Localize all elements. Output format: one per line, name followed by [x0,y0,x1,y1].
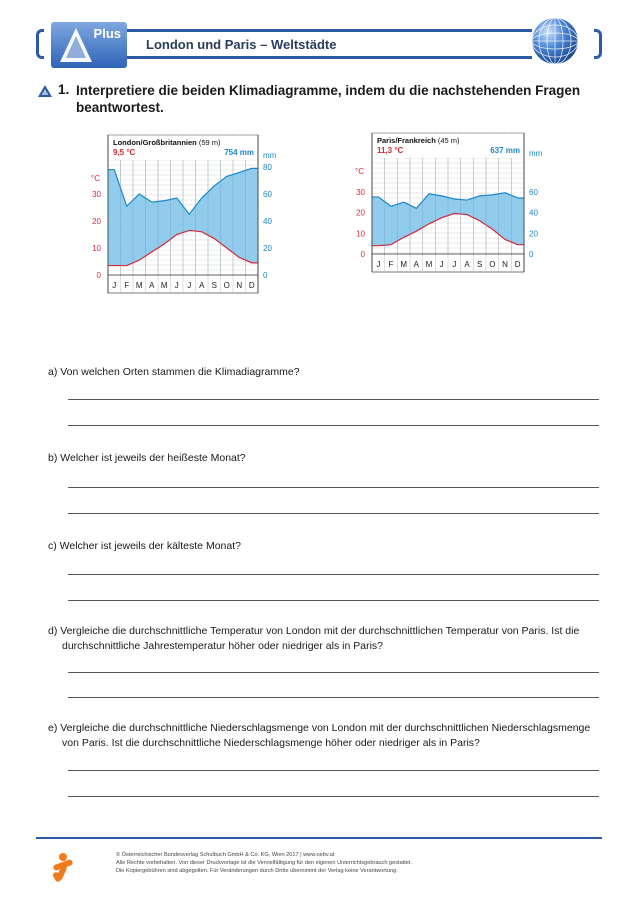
question-c: c) Welcher ist jeweils der kälteste Monat? [48,540,241,552]
month-label: N [502,260,508,269]
logo-text: Plus [93,26,121,41]
temp-tick-label: 30 [92,190,101,199]
month-label: M [425,260,433,269]
publisher-logo-icon [50,852,76,884]
page-title: London und Paris – Weltstädte [146,37,337,52]
station-elevation: (59 m) [196,138,221,147]
month-label: N [236,281,243,290]
answer-line[interactable] [68,796,599,797]
month-label: J [452,260,457,269]
precip-tick-label: 40 [529,208,538,218]
temp-unit-label: °C [355,167,364,176]
question-d-text: d) Vergleiche die durchschnittliche Temperatur von London mit der durchschnittlichen Temperatur von Paris. Ist die durchschnittliche Jahrestemperatur höher oder niedriger als in Paris? [48,625,580,652]
precip-tick-label: 40 [263,217,272,226]
month-label: O [489,260,496,269]
precip-tick-label: 0 [263,271,268,280]
month-label: M [135,281,143,290]
month-label: A [149,281,155,290]
footer-line-2: Alle Rechte vorbehalten. Von dieser Druckvorlage ist die Vervielfältigung für den eigenen Unterrichtsgebrauch gestattet. [116,860,413,866]
footer-line-3: Die Kopiergebühren sind abgegolten. Für Veränderungen durch Dritte übernimmt der Verlag keine Verantwortung. [116,868,398,874]
station-elevation: (45 m) [435,136,460,145]
answer-line[interactable] [68,697,599,698]
month-label: F [124,281,130,290]
temp-tick-label: 20 [92,217,101,226]
question-e-text: e) Vergleiche die durchschnittliche Niederschlagsmenge von London mit der durchschnittlichen Niederschlagsmenge von Paris. Ist die durchschnittliche Niederschlagsmenge höher oder niedriger als in Paris? [48,722,591,749]
header-rule-top [106,29,532,32]
mean-temperature: 9,5 °C [113,148,136,157]
month-label: D [248,281,255,290]
footer-line-1: © Österreichischer Bundesverlag Schulbuch GmbH & Co. KG, Wien 2017 | www.oebv.at [116,852,335,858]
precip-tick-label: 60 [263,190,272,199]
month-label: A [199,281,205,290]
month-label: A [464,260,470,269]
precip-unit-label: mm [529,149,543,158]
globe-icon [530,16,580,66]
annual-precipitation: 754 mm [224,148,254,157]
question-e [48,721,606,751]
month-label: J [187,281,192,290]
answer-line[interactable] [68,425,599,426]
temp-unit-label: °C [91,174,100,183]
month-label: F [388,260,394,269]
annual-precipitation: 637 mm [490,146,520,155]
task-triangle-icon [37,84,53,98]
month-label: J [112,281,117,290]
header-rule-bottom [106,56,532,59]
answer-line[interactable] [68,672,599,673]
month-label: J [376,260,381,269]
pyramid-logo-icon [59,26,93,64]
climate-chart-london [88,125,283,310]
answer-line[interactable] [68,770,599,771]
question-b: b) Welcher ist jeweils der heißeste Monat? [48,452,246,464]
task-number: 1. [58,82,70,97]
month-label: S [211,281,217,290]
month-label: A [413,260,420,269]
month-label: M [160,281,168,290]
plus-logo [51,22,127,68]
precip-tick-label: 0 [529,250,534,259]
header-bracket-left [36,29,44,59]
month-label: J [439,260,444,269]
temp-tick-label: 20 [356,208,365,218]
answer-line[interactable] [68,487,599,488]
station-name-text: Paris/Frankreich [377,136,436,145]
precip-tick-label: 60 [529,187,538,197]
answer-line[interactable] [68,574,599,575]
temp-tick-label: 30 [356,187,365,197]
answer-line[interactable] [68,399,599,400]
precip-tick-label: 20 [263,244,272,253]
month-label: D [514,260,521,269]
station-name-text: London/Großbritannien [113,138,197,147]
precip-tick-label: 80 [263,163,272,172]
answer-line[interactable] [68,513,599,514]
station-name [377,136,460,145]
footer-rule [36,837,602,839]
footer-copyright [116,851,412,875]
temp-tick-label: 0 [360,250,365,259]
temp-tick-label: 10 [92,244,101,253]
precip-unit-label: mm [263,151,277,160]
month-label: O [223,281,230,290]
temp-tick-label: 0 [96,271,101,280]
month-label: M [400,260,408,269]
answer-line[interactable] [68,600,599,601]
question-a: a) Von welchen Orten stammen die Klimadiagramme? [48,366,300,378]
temp-tick-label: 10 [356,229,365,239]
header-bracket-right [594,29,602,59]
mean-temperature: 11,3 °C [377,146,404,155]
task-text: Interpretiere die beiden Klimadiagramme, indem du die nachstehenden Fragen beantwortest. [76,83,581,115]
month-label: S [476,260,483,269]
station-name [113,138,221,147]
question-d [48,624,606,654]
month-label: J [174,281,179,290]
climate-chart-paris [352,126,552,291]
precip-tick-label: 20 [529,229,538,239]
